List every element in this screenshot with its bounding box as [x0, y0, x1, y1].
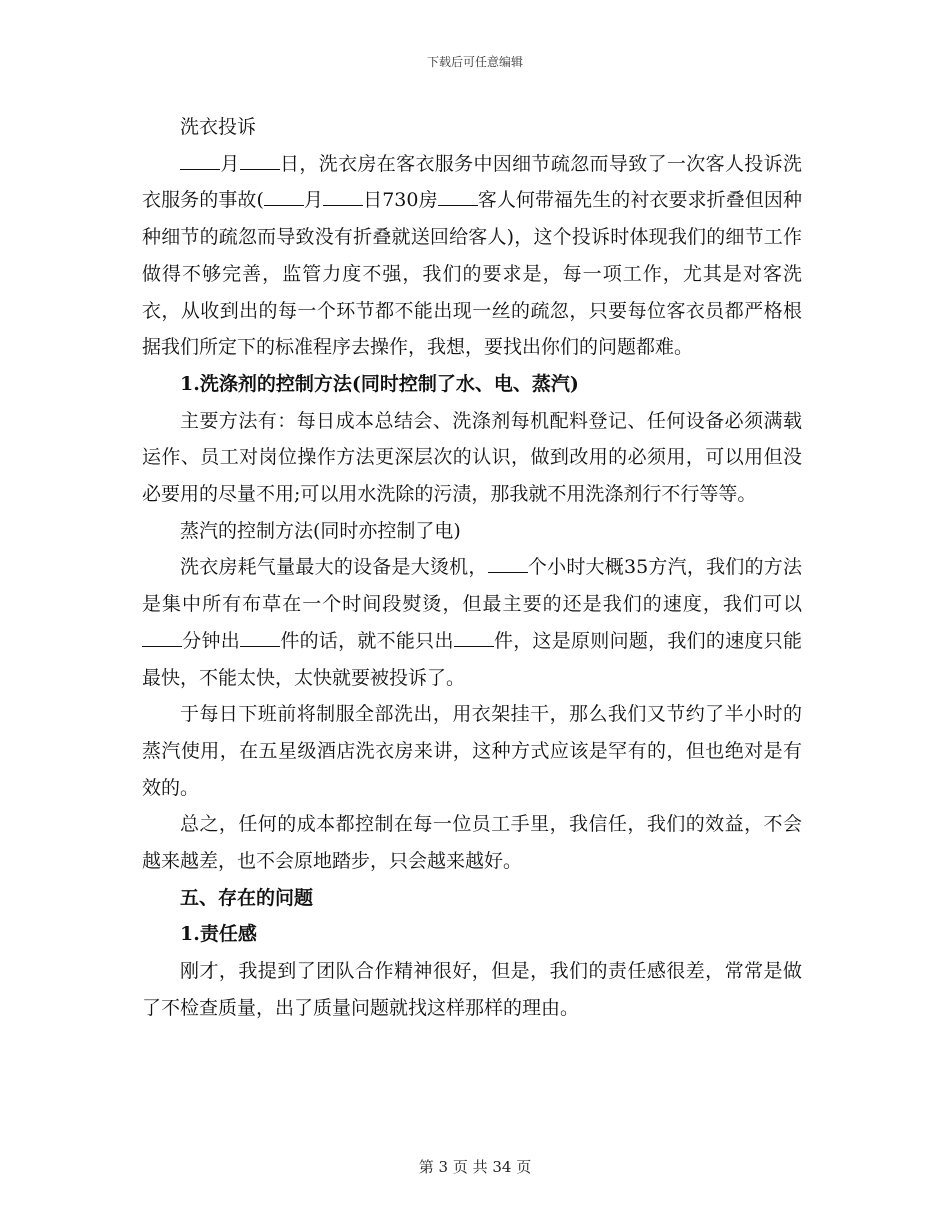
paragraph-responsibility: 刚才，我提到了团队合作精神很好，但是，我们的责任感很差，常常是做了不检查质量，出了质量问题就找这样那样的理由。	[142, 960, 802, 1019]
text-run: 个小时大概35方汽，我们的方法是集中所有布草在一个时间段熨烫，但最主要的还是我们的速度，我们可以	[142, 556, 802, 616]
paragraph-steam-control-title: 蒸汽的控制方法(同时亦控制了电)	[180, 519, 461, 542]
fill-blank	[180, 150, 220, 170]
heading-responsibility: 1.责任感	[180, 923, 257, 946]
paragraph-uniform-drying: 于每日下班前将制服全部洗出，用衣架挂干，那么我们又节约了半小时的蒸汽使用，在五星级酒店洗衣房来讲，这种方式应该是罕有的，但也绝对是有效的。	[142, 703, 802, 799]
text-run: 分钟出	[182, 629, 241, 652]
heading-existing-problems: 五、存在的问题	[180, 886, 314, 909]
text-run: 日730房	[363, 189, 438, 212]
paragraph-steam-control	[142, 549, 802, 696]
paragraph-main-methods: 主要方法有：每日成本总结会、洗涤剂每机配料登记、任何设备必须满载运作、员工对岗位操作方法更深层次的认识，做到改用的必须用，可以用但没必要用的尽量不用;可以用水洗除的污渍，那我就不用洗涤剂行不行等等。	[142, 409, 802, 506]
header-note: 下载后可任意编辑	[426, 55, 523, 69]
document-body	[142, 109, 802, 1027]
heading-detergent-control: 1.洗涤剂的控制方法(同时控制了水、电、蒸汽)	[180, 372, 579, 395]
page-number: 第 3 页 共 34 页	[418, 1158, 532, 1176]
paragraph-complaint-incident	[142, 146, 802, 366]
text-run: 日，洗衣房在客衣服务中因细节疏忽而导致了一次客人投诉洗衣服务的事故(	[142, 152, 802, 212]
text-run: 月	[220, 152, 240, 175]
fill-blank	[454, 627, 494, 647]
fill-blank	[438, 186, 478, 206]
fill-blank	[240, 150, 280, 170]
text-run: 件，这是原则问题，我们的速度只能最快，不能太快，太快就要被投诉了。	[142, 629, 802, 689]
section-title-laundry-complaint: 洗衣投诉	[180, 116, 257, 138]
fill-blank	[264, 186, 304, 206]
text-run: 客人何带福先生的衬衣要求折叠但因种种细节的疏忽而导致没有折叠就送回给客人)，这个投诉时体现我们的细节工作做得不够完善，监管力度不强，我们的要求是，每一项工作，尤其是对客洗衣，从收到出的每一个环节都不能出现一丝的疏忽，只要每位客衣员都严格根据我们所定下的标准程序去操作，我想，要找出你们的问题都难。	[142, 189, 802, 359]
fill-blank	[323, 186, 363, 206]
text-run: 件的话，就不能只出	[280, 629, 454, 652]
fill-blank	[488, 553, 528, 573]
fill-blank	[240, 627, 280, 647]
paragraph-conclusion: 总之，任何的成本都控制在每一位员工手里，我信任，我们的效益，不会越来越差，也不会原地踏步，只会越来越好。	[142, 813, 802, 873]
fill-blank	[142, 627, 182, 647]
text-run: 洗衣房耗气量最大的设备是大烫机，	[180, 556, 488, 579]
text-run: 月	[303, 189, 324, 212]
